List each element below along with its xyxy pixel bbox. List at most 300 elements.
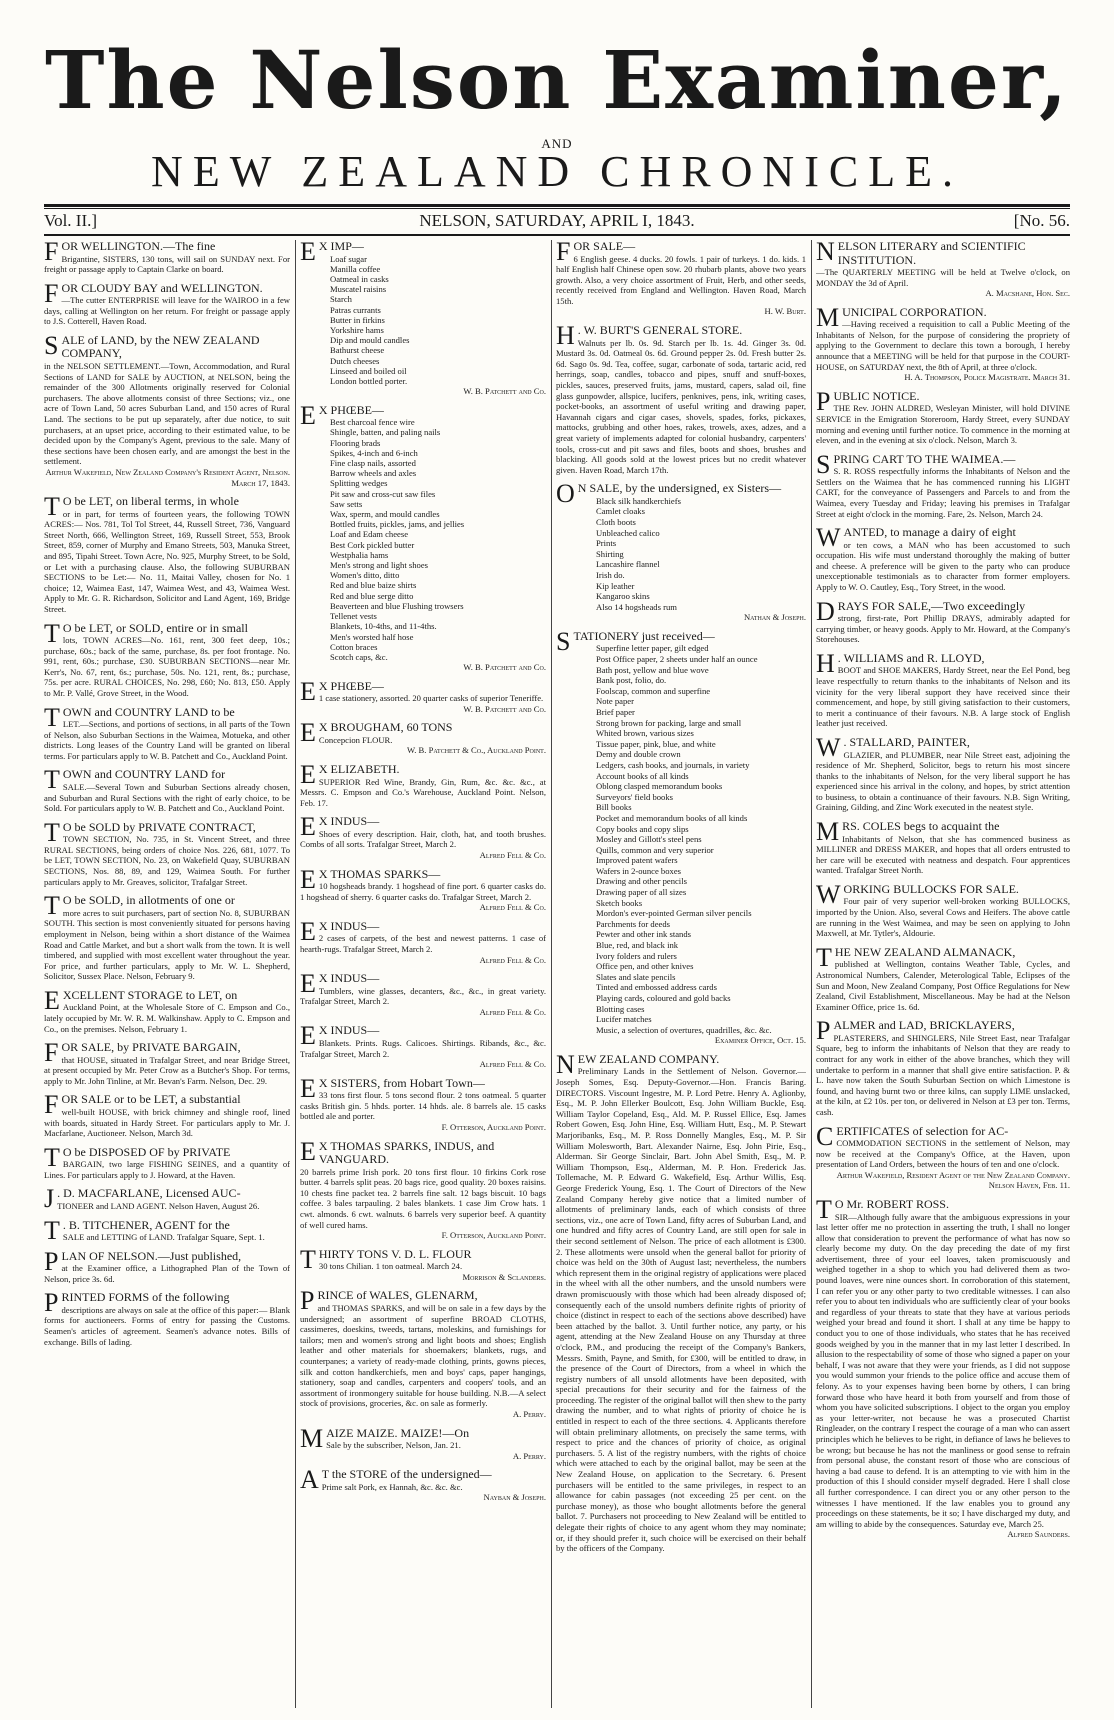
top-rule-thin	[44, 208, 1070, 209]
drop-capital: P	[44, 1246, 59, 1276]
advertiser-signature: W. B. Patchett and Co.	[463, 703, 546, 714]
drop-capital: E	[300, 916, 316, 946]
list-item: Office pen, and other knives	[596, 961, 694, 972]
list-item: Scotch caps, &c.	[330, 651, 388, 662]
list-item: Westphalia hams	[330, 549, 389, 560]
advertisement	[44, 1038, 290, 1086]
heading-text: N SALE, by the undersigned, ex Sisters—	[577, 481, 782, 496]
advertisement-body: SALE.—Several Town and Suburban Sections already chosen, and Suburban and Rural Sections with the right of early choice, to be Sold. For particulars apply to W. B. Patchett and Co., Auckland Point.	[44, 781, 290, 814]
advertisement-body: Auckland Point, at the Wholesale Store of C. Empson and Co., lately occupied by Mr. W. R. M. Walkinshaw. Apply to C. Empson and Co., on the premises. Nelson, February 1.	[44, 1002, 290, 1034]
advertiser-signature: Alfred Fell & Co.	[479, 902, 546, 913]
column-divider	[295, 240, 296, 1708]
list-item: Blotting cases	[596, 1003, 645, 1014]
advertiser-signature: Examiner Office, Oct. 15.	[714, 1035, 806, 1046]
issue-number: [No. 56.	[1013, 211, 1070, 230]
list-item: Ivory folders and rulers	[596, 950, 677, 961]
list-item: Also 14 hogsheads rum	[596, 601, 677, 612]
advertisement	[300, 1423, 546, 1462]
advertisement-body: strong, first-rate, Port Phillip DRAYS, admirably adapted for carrying timber, or heavy goods. Apply to Mr. Howard, at the Company's Storehouses.	[816, 613, 1070, 645]
advertisement-body: 10 hogsheads brandy. 1 hogshead of fine port. 6 quarter casks do. 1 hogshead of sherry. 6 quarter casks do. Trafalgar Street, March 2.	[300, 881, 546, 902]
advertiser-signature: A. Perry.	[512, 1450, 546, 1461]
advertiser-signature: Alfred Fell & Co.	[479, 954, 546, 965]
advertisement-body: —The cutter ENTERPRISE will leave for the WAIROO in a few days, calling at Wellington on her return. For freight or passage apply to J.S. Cotterell, Haven Road.	[44, 295, 290, 327]
advertisement-heading	[44, 1038, 290, 1068]
list-item: Drawing paper of all sizes	[596, 887, 687, 898]
advertisement-heading	[300, 1286, 546, 1316]
top-rule	[44, 204, 1070, 207]
advertisement-body: lots, TOWN ACRES—No. 161, rent, 300 feet deep, 10s.; purchase, 60s.; back of the same, purchase, 8s. per foot frontage. No. 991, rent, 60s.; purchase, £30. SUBURBAN SECTIONS—near Mr. Kerr's, No. 67, rent, 6s.; purchase, 50s. No. 121, rent, 8s.; purchase, 75s. per acre. RURAL CHOICES, No. 298, £60; No. 813, £50. Apply to Mr. P. Vallé, Grove Street, in the Wood.	[44, 635, 290, 698]
drop-capital: W	[816, 523, 841, 553]
heading-text: AIZE MAIZE. MAIZE!—On	[326, 1425, 470, 1440]
item-list	[556, 496, 806, 613]
advertisement-body: Tumblers, wine glasses, decanters, &c., &c., in great variety. Trafalgar Street, March 2.	[300, 985, 546, 1007]
advertisement	[556, 240, 806, 317]
heading-text: X THOMAS SPARKS—	[318, 866, 441, 881]
list-item: Oatmeal in casks	[330, 273, 389, 284]
advertisement-body: BARGAIN, two large FISHING SEINES, and a quantity of Lines. For particulars apply to J. Howard, at the Haven.	[44, 1159, 290, 1180]
advertisement	[816, 1121, 1070, 1191]
heading-text: HIRTY TONS V. D. L. FLOUR	[318, 1246, 472, 1261]
advertisement	[300, 916, 546, 965]
drop-capital: S	[816, 449, 831, 479]
column-3	[556, 240, 806, 1708]
advertisement-heading	[44, 1090, 290, 1120]
list-item: Pocket and memorandum books of all kinds	[596, 812, 748, 823]
advertisement-body: that HOUSE, situated in Trafalgar Street, and near Bridge Street, at present occupied by Mr. Peter Crow as a Butcher's Shop. For terms, apply to Mr. John Tinline, at Mr. Bevan's Farm. Nelson, Dec. 29.	[44, 1054, 290, 1086]
advertisement-body: BOOT and SHOE MAKERS, Hardy Street, near the Eel Pond, beg leave respectfully to return thanks to the inhabitants of Nelson and its vicinity for the very liberal support they have received since their commencement, and hope, by still giving satisfaction to their customers, to merit a continuance of their favours. N.B. A large stock of English leather just received.	[816, 665, 1070, 729]
advertisement-heading	[44, 702, 290, 732]
advertisement-body: SIR—Although fully aware that the ambiguous expressions in your last letter offer me no protection in asserting the truth, I shall no longer allow that consideration to prevent the performance of what has now so clearly become my duty. On the day preceding the date of my first advertisement, three of your eel loaves, taken promiscuously and weighed together in a shop to which you had delivered them as two-pound loaves, were nine ounces short. In corroboration of this statement, I can refer you or any other party to two creditable witnesses. I can also refer you to about ten individuals who are sufficiently clear of your books and regardless of your threats to state that they have at various periods weighed your bread and found it short. I shall at any time be happy to conduct you to one of those individuals, who states that he has received goods weighed by you in the manner that in my last letter I described. In allusion to the respectability of some of those who signed a paper on your behalf, I was not aware that they were your friends, as I did not suppose you would summon your friends to the police office and accuse them of felony. As to your expenses having been borne by others, I can bring forward those who have heard it both from yourself and from those of whom you have solicited subscriptions. I object to the organ you employ as your letter-writer, not because he was a prosecuted Chartist Ringleader, on the contrary I respect the courage of a man who can assert principles which he believes to be right, in defiance of laws he believes to be wrong; but because he has not the manliness or good sense to refrain from personal abuse, the constant resort of those who are conscious of having a bad cause to defend. It is an attempting to vie with him in the production of this I should consider myself degraded. Here I shall close all further correspondence. I can direct you or any other person to the witnesses I have mentioned. If the law enables you to ground any proceedings on these statements, be it so; I have discharged my duty, and am willing to abide by the consequences. Saturday eve, March 25.	[816, 1211, 1070, 1529]
volume-number: Vol. II.]	[44, 211, 98, 230]
heading-text: X THOMAS SPARKS, INDUS, and VANGUARD.	[318, 1138, 495, 1167]
advertisement	[44, 817, 290, 887]
advertisement	[816, 817, 1070, 876]
advertisement	[44, 985, 290, 1034]
list-item: Linseed and boiled oil	[330, 365, 407, 376]
advertisement	[44, 1184, 290, 1214]
list-item: Brief paper	[596, 706, 635, 717]
drop-capital: T	[816, 942, 832, 972]
heading-text: X BROUGHAM, 60 TONS	[318, 720, 453, 735]
list-item: Irish do.	[596, 569, 625, 580]
drop-capital: P	[816, 1016, 831, 1046]
list-item: Mosley and Gillott's steel pens	[596, 834, 702, 845]
advertisement-heading	[816, 817, 1070, 847]
list-item: Wafers in 2-ounce boxes	[596, 865, 681, 876]
drop-capital: E	[300, 1073, 316, 1103]
column-1	[44, 240, 290, 1708]
advertiser-signature: Nayban & Joseph.	[483, 1492, 546, 1503]
advertiser-signature: W. B. Patchett and Co.	[463, 662, 546, 673]
advertisement	[300, 1021, 546, 1070]
masthead	[0, 0, 1114, 200]
advertisement	[300, 1244, 546, 1283]
advertisement	[44, 1288, 290, 1347]
heading-text: . D. MACFARLANE, Licensed AUC-	[57, 1186, 241, 1201]
list-item: Playing cards, coloured and gold backs	[596, 993, 731, 1003]
advertisement-body: TOWN SECTION, No. 735, in St. Vincent Street, and three RURAL SECTIONS, being orders of choice Nos. 226, 681, 1077. To be LET, TOWN SECTION, No. 23, on Wakefield Quay, SUBURBAN SECTIONS, Nos. 88, 89, and 129, Waimea South. For further particulars apply to Mr. Greaves, solicitor, Trafalgar Street.	[44, 834, 290, 887]
advertisement-heading	[556, 1049, 806, 1079]
advertisement-heading	[816, 648, 1070, 678]
list-item: Beaverteen and blue Flushing trowsers	[330, 600, 464, 611]
advertisement	[816, 1195, 1070, 1540]
advertisement	[44, 330, 290, 488]
heading-text: OR CLOUDY BAY and WELLINGTON.	[61, 280, 263, 295]
heading-text: TATIONERY just received—	[573, 628, 715, 643]
drop-capital: T	[44, 1142, 60, 1172]
drop-capital: E	[300, 718, 316, 748]
advertisement-body: Prime salt Pork, ex Hannah, &c. &c. &c.	[321, 1481, 463, 1492]
list-item: Quills, common and very superior	[596, 844, 714, 855]
advertisement-body: —Having received a requisition to call a Public Meeting of the Inhabitants of Nelson, for the purpose of considering the propriety of applying to the Government to declare this town a borough, I hereby announce that a MEETING will be held for that purpose in the COURT-HOUSE, on SATURDAY next, the 8th of April, at three o'clock.	[816, 319, 1070, 372]
advertisement	[816, 648, 1070, 729]
advertisement-body: at the Examiner office, a Lithographed Plan of the Town of Nelson, price 3s. 6d.	[44, 1263, 290, 1284]
list-item: Drawing and other pencils	[596, 876, 687, 887]
heading-text: . STALLARD, PAINTER,	[843, 735, 970, 749]
advertiser-signature: W. B. Patchett and Co.	[463, 386, 546, 397]
advertisement-heading	[44, 492, 290, 522]
advertisement	[44, 765, 290, 814]
advertisement-body: 30 tons Chilian. 1 ton oatmeal. March 24.	[318, 1261, 463, 1272]
drop-capital: F	[44, 278, 59, 308]
advertisement	[300, 1286, 546, 1419]
drop-capital: E	[300, 1136, 316, 1166]
drop-capital: E	[300, 760, 316, 790]
drop-capital: E	[300, 812, 316, 842]
advertisement	[44, 1246, 290, 1285]
drop-capital: T	[44, 618, 60, 648]
advertisement-body: and THOMAS SPARKS, and will be on sale in a few days by the undersigned; an assortment of superfine BROAD CLOTHS, cassimeres, doeskins, tweeds, tartans, moleskins, and furnishings for tailors; men and women's strong and light boots and shoes; English leather and other materials for shoemakers; blankets, rugs, and counterpanes; a variety of ready-made clothing, prints, gowns pieces, silk and cotton handkerchiefs, men and boys' caps, paper hangings, stationery, soap and candles, carpenters and coopers' tools, and an assortment of ironmongery suitable for house building. N.B.—A select stock of provisions, groceries, &c. on sale as formerly.	[300, 1302, 546, 1409]
advertisement	[44, 618, 290, 699]
list-item: Bath post, yellow and blue wove	[596, 664, 709, 675]
advertisement-heading	[44, 891, 290, 921]
advertisement-body: GLAZIER, and PLUMBER, near Nile Street east, adjoining the residence of Mr. Shepherd, Solicitor, begs to return his most sincere thanks to the inhabitants of Nelson, for the very liberal support he has experienced since his arrival in the colony, and hopes, by strict attention to business, to obtain a continuance of their favours. N.B. Sign Writing, Graining, Gilding, and Zinc Work executed in the neatest style.	[816, 749, 1070, 813]
advertiser-signature: A. Macshane, Hon. Sec.	[985, 288, 1070, 299]
drop-capital: W	[816, 733, 841, 762]
advertisement-heading	[816, 1195, 1070, 1224]
list-item: Blankets, 10-4ths, and 11-4ths.	[330, 621, 437, 632]
drop-capital: T	[300, 1244, 316, 1274]
advertiser-signature: Alfred Fell & Co.	[479, 850, 546, 861]
heading-text: X IMP—	[318, 240, 364, 253]
list-item: Camlet cloaks	[596, 506, 645, 517]
advertisement-body: SALE and LETTING of LAND. Trafalgar Square, Sept. 1.	[62, 1232, 265, 1242]
advertisement	[44, 278, 290, 327]
heading-text: O be SOLD by PRIVATE CONTRACT,	[62, 819, 256, 834]
drop-capital: F	[556, 240, 571, 266]
advertisement-heading	[44, 330, 290, 361]
advertisement-heading	[300, 1073, 546, 1103]
advertisement-body: Concepcion FLOUR.	[318, 734, 393, 745]
list-item: London bottled porter.	[330, 375, 408, 386]
advertisement-body: —The QUARTERLY MEETING will be held at Twelve o'clock, on MONDAY the 3d of April.	[816, 267, 1070, 288]
heading-text: . W. BURT'S GENERAL STORE.	[577, 323, 743, 338]
advertisement	[300, 760, 546, 808]
advertisement-body: 1 case stationery, assorted. 20 quarter casks of superior Teneriffe.	[318, 693, 544, 704]
drop-capital: T	[44, 765, 60, 795]
drop-capital: P	[44, 1288, 59, 1318]
advertisement-body: Shoes of every description. Hair, cloth, hat, and tooth brushes. Combs of all sorts. Trafalgar Street, March 2.	[300, 828, 546, 850]
list-item: Dip and mould candles	[330, 335, 410, 346]
heading-text: ELSON LITERARY and SCIENTIFIC INSTITUTION.	[837, 240, 1026, 267]
heading-text: OR SALE—	[573, 240, 636, 253]
list-item: Muscatel raisins	[330, 284, 387, 295]
drop-capital: E	[300, 240, 316, 266]
drop-capital: T	[44, 817, 60, 847]
list-item: Tinted and embossed address cards	[596, 982, 717, 993]
list-item: Shirting	[596, 548, 624, 559]
drop-capital: E	[300, 969, 316, 999]
list-item: Blue, red, and black ink	[596, 940, 679, 951]
advertisement	[816, 596, 1070, 645]
list-item: Kangaroo skins	[596, 591, 650, 602]
list-item: Superfine letter paper, gilt edged	[596, 643, 709, 654]
drop-capital: E	[44, 985, 60, 1015]
drop-capital: W	[816, 879, 841, 909]
advertisement-heading	[556, 240, 806, 266]
advertisement	[300, 1465, 546, 1503]
list-item: Account books of all kinds	[596, 770, 689, 781]
heading-text: ERTIFICATES of selection for AC-	[836, 1123, 1009, 1138]
heading-text: X SISTERS, from Hobart Town—	[318, 1075, 485, 1090]
advertiser-signature: W. B. Patchett & Co., Auckland Point.	[406, 745, 546, 756]
advertisement-body: in the NELSON SETTLEMENT.—Town, Accommodation, and Rural Sections of LAND for SALE by AUCTION, at NELSON, being the remainder of the 300 Allotments originally reserved for Colonial purchasers. The above allotments consist of three Sections; viz., one acre of Town Land, 50 acres Suburban Land, and 150 acres of Rural Land. The sections to be put up separately, after due notice, to suit purchasers, at an upset price, according to their estimated value, to be decided upon by the Company's Agent, previous to the sale. Many of these sections have been chosen early, and are amongst the best in the settlement.	[44, 360, 290, 467]
drop-capital: T	[44, 1215, 60, 1245]
heading-text: X INDUS—	[318, 1023, 380, 1038]
advertisement-body: Walnuts per lb. 0s. 9d. Starch per lb. 1s. 4d. Ginger 3s. 0d. Mustard 3s. 0d. Oatmeal 0s. 6d. Ground pepper 2s. 0d. Fresh butter 2s. 6d. Sago 0s. 9d. Tea, coffee, sugar, carbonate of soda, tartaric acid, red herrings, soap, candles, tobacco and pipes, snuff and snuff-boxes, pickles, sauces, preserved fruits, jams, mustard, capers, salad oil, fine glass gunpowder, allspice, lucifers, penknives, pens, ink, writing cases, pocket-books, an assortment of useful writing and drawing paper, Havannah cigars and cigar cases, shovels, spades, forks, pickaxes, mattocks, grubbing and other hoes, rakes, trowels, axes, adzes, and a great variety of implements adapted for colonial husbandry, carpenters' tools, cross-cut and pit saws and files, boots and shoes, brushes and blacking. All goods sold at the lowest prices but no credit whatever given. Haven Road, March 17th.	[556, 337, 806, 475]
list-item: Bottled fruits, pickles, jams, and jellies	[330, 519, 465, 530]
drop-capital: M	[816, 817, 840, 847]
list-item: Lancashire flannel	[596, 559, 660, 570]
advertisement	[44, 1090, 290, 1139]
advertiser-signature: Nathan & Joseph.	[743, 612, 806, 623]
heading-text: O be SOLD, in allotments of one or	[62, 893, 235, 908]
advertisement-body: LET.—Sections, and portions of sections, in all parts of the Town of Nelson, also Suburban Sections in the Waimea, Motueka, and other districts. Long leases of the Country Land will be granted on liberal terms. For particulars apply to W. B. Patchett and Co., Auckland Point.	[44, 719, 290, 761]
list-item: Patras currants	[330, 304, 381, 315]
drop-capital: J	[44, 1184, 55, 1214]
advertisement-heading	[816, 733, 1070, 762]
column-4	[816, 240, 1070, 1708]
advertisement-body: S. R. ROSS respectfully informs the Inhabitants of Nelson and the Settlers on the Waimea that he has commenced running his LIGHT CART, for the conveyance of Passengers and Parcels to and from the Waimea, every Tuesday and Friday; leaving his premises in Trafalgar Street at eight o'clock in the morning. Fare, 2s. Nelson, March 24.	[816, 466, 1070, 519]
item-list	[300, 417, 546, 662]
advertisement-body: Brigantine, SISTERS, 130 tons, will sail on SUNDAY next. For freight or passage apply to Captain Clarke on board.	[44, 253, 290, 275]
list-item: Cotton braces	[330, 641, 378, 652]
title-and: AND	[541, 136, 573, 151]
heading-text: ALMER and LAD, BRICKLAYERS,	[833, 1018, 1015, 1033]
drop-capital: T	[44, 891, 60, 921]
advertisement-body: Four pair of very superior well-broken working BULLOCKS, imported by the Union. Also, several Cows and Heifers. The above cattle are running in the West Waimea, and may be seen on applying to John Maxwell, at Mr. Tytler's, Aldourie.	[816, 896, 1070, 939]
list-item: Surveyors' field books	[596, 791, 673, 802]
list-item: Dutch cheeses	[330, 355, 380, 366]
drop-capital: T	[44, 702, 60, 732]
item-list	[556, 643, 806, 1035]
list-item: Parchments for deeds	[596, 918, 670, 929]
list-item: Lucifer matches	[596, 1014, 652, 1025]
advertisement	[300, 240, 546, 397]
advertisement	[556, 626, 806, 1046]
advertisement-heading	[44, 817, 290, 847]
drop-capital: E	[300, 400, 316, 430]
advertisement	[816, 240, 1070, 299]
list-item: Strong brown for packing, large and small	[596, 717, 742, 728]
advertisement	[300, 400, 546, 673]
advertisement	[300, 676, 546, 715]
list-item: Foolscap, common and superfine	[596, 685, 711, 696]
advertisement-body: well-built HOUSE, with brick chimney and shingle roof, lined with boards, situated in Hardy Street. For particulars apply to Mr. J. Macfarlane, Auctioneer. Nelson, March 3d.	[44, 1106, 290, 1139]
drop-capital: T	[44, 492, 60, 522]
advertisement-body: TIONEER and LAND AGENT. Nelson Haven, August 26.	[57, 1200, 260, 1211]
heading-text: . WILLIAMS and R. LLOYD,	[837, 650, 985, 665]
heading-text: . B. TITCHENER, AGENT for the	[62, 1217, 230, 1232]
heading-text: EW ZEALAND COMPANY.	[577, 1051, 720, 1066]
drop-capital: S	[556, 626, 571, 656]
item-list	[300, 254, 546, 387]
list-item: Tellenet vests	[330, 611, 377, 622]
heading-text: T the STORE of the undersigned—	[321, 1467, 492, 1482]
drop-capital: N	[816, 240, 835, 266]
list-item: Women's ditto, ditto	[330, 570, 400, 581]
drop-capital: C	[816, 1121, 834, 1151]
list-item: Slates and slate pencils	[596, 971, 676, 982]
list-item: Tissue paper, pink, blue, and white	[596, 738, 716, 749]
advertiser-signature: Alfred Fell & Co.	[479, 1006, 546, 1017]
list-item: Kip leather	[596, 580, 635, 591]
list-item: Flooring brads	[330, 437, 381, 448]
list-item: Prints	[596, 538, 617, 549]
advertisement	[816, 1016, 1070, 1117]
list-item: Demy and double crown	[596, 749, 681, 760]
advertisement-heading	[44, 985, 290, 1015]
advertisement	[816, 386, 1070, 446]
advertisement-heading	[44, 1288, 290, 1318]
list-item: Wax, sperm, and mould candles	[330, 509, 440, 520]
column-divider	[551, 240, 552, 1708]
drop-capital: M	[300, 1423, 324, 1453]
list-item: Manilla coffee	[330, 263, 381, 274]
drop-capital: P	[300, 1286, 315, 1316]
advertisement-body: Sale by the subscriber, Nelson, Jan. 21.	[326, 1440, 461, 1451]
newspaper-title: The Nelson Examiner,	[44, 33, 1070, 127]
heading-text: ANTED, to manage a dairy of eight	[843, 525, 1016, 540]
advertisement	[556, 1049, 806, 1554]
list-item: Whited brown, various sizes	[596, 728, 694, 739]
advertisement	[44, 1215, 290, 1245]
list-item: Loaf sugar	[330, 253, 367, 264]
drop-capital: F	[44, 1038, 59, 1068]
issue-date: NELSON, SATURDAY, APRIL I, 1843.	[419, 211, 695, 230]
heading-text: X INDUS—	[318, 971, 380, 986]
advertisement-heading	[816, 1016, 1070, 1046]
list-item: Cloth boots	[596, 516, 636, 527]
dateline	[44, 211, 1070, 233]
heading-text: OR WELLINGTON.—The fine	[61, 240, 216, 253]
list-item: Best Cork pickled butter	[330, 539, 415, 550]
advertisement	[300, 718, 546, 756]
advertiser-signature: A. Perry.	[512, 1408, 546, 1419]
drop-capital: E	[300, 676, 316, 706]
advertiser-signature: Alfred Saunders.	[1007, 1529, 1070, 1540]
advertiser-signature: H. W. Burt.	[764, 306, 806, 317]
drop-capital: P	[816, 386, 831, 416]
advertisement-body: more acres to suit purchasers, part of section No. 8, SUBURBAN SOUTH. This section is most conveniently situated for persons having employment in Nelson, being within a short distance of the Waimea Road and Cattle Market, and but a short walk from the town. It is well timbered, and supplied with most excellent water throughout the year. For price, and further particulars, apply to Mr. W. L. Shepherd, Solicitor, Sussex Place. Nelson, February 9.	[44, 907, 290, 982]
advertisement-body: descriptions are always on sale at the office of this paper:— Blank forms for auctioneers. Forms of entry for passing the Customs. Seamen's articles of agreement. Seamen's advance notes. Bills of exchange. Bills of lading.	[44, 1304, 290, 1347]
heading-text: OWN and COUNTRY LAND for	[62, 767, 226, 782]
drop-capital: S	[44, 330, 59, 360]
list-item: Red and blue serge ditto	[330, 590, 414, 601]
advertisement-heading	[816, 1121, 1070, 1151]
advertisement-body: 33 tons first flour. 5 tons second flour. 2 tons oatmeal. 5 quarter casks British gin. 5 hhds. porter. 14 hhds. ale. 8 barrels ale. 15 casks bottled ale and porter.	[300, 1090, 546, 1122]
heading-text: LAN OF NELSON.—Just published,	[61, 1248, 242, 1263]
column-divider	[811, 240, 812, 1708]
advertisement-body: PLASTERERS, and SHINGLERS, Nile Street East, near Trafalgar Square, beg to inform the inhabitants of Nelson that they are ready to contract for any work in either of the above branches, which they will undertake to perform in a manner that shall give entire satisfaction. P. & L. have now taken the South Suburban Section on which Limestone is found, and having burnt two or three kilns, can supply LIME unslacked, at the kiln, at £2 10s. per ton, or delivered in Nelson at £3 per ton. Terms, cash.	[816, 1032, 1070, 1117]
heading-text: RS. COLES begs to acquaint the	[842, 819, 1000, 834]
drop-capital: M	[816, 302, 840, 332]
advertisement-heading	[44, 618, 290, 648]
advertisement-body: THE Rev. JOHN ALDRED, Wesleyan Minister, will hold DIVINE SERVICE in the Emigration Storeroom, Hardy Street, every SUNDAY morning and evening until further notice. To commence in the morning at eleven, and in the evening at six o'clock. Nelson, March 3.	[816, 403, 1070, 446]
list-item: Starch	[330, 294, 352, 305]
advertisement-heading	[556, 321, 806, 351]
advertisement-heading	[816, 240, 1070, 267]
advertisement	[300, 1136, 546, 1241]
advertiser-signature: F. Otterson, Auckland Point.	[441, 1230, 546, 1241]
heading-text: XCELLENT STORAGE to LET, on	[62, 987, 238, 1002]
advertiser-signature: Morrison & Sclanders.	[462, 1271, 546, 1282]
list-item: Note paper	[596, 696, 634, 707]
advertisement	[556, 479, 806, 623]
advertisement	[300, 812, 546, 861]
drop-capital: H	[816, 648, 835, 678]
list-item: Post Office paper, 2 sheets under half an ounce	[596, 654, 758, 664]
heading-text: ALE of LAND, by the NEW ZEALAND COMPANY,	[61, 332, 260, 361]
column-2	[300, 240, 546, 1708]
advertisement-heading	[44, 765, 290, 795]
advertisement	[44, 492, 290, 614]
list-item: Mordon's ever-pointed German silver pencils	[596, 908, 752, 919]
heading-text: OR SALE or to be LET, a substantial	[61, 1092, 241, 1107]
drop-capital: F	[44, 240, 59, 266]
list-item: Yorkshire hams	[330, 324, 384, 335]
advertisement-heading	[816, 523, 1070, 553]
drop-capital: D	[816, 596, 835, 626]
list-item: Splitting wedges	[330, 478, 388, 489]
drop-capital: N	[556, 1049, 575, 1079]
heading-text: O be DISPOSED OF by PRIVATE	[62, 1144, 231, 1159]
list-item: Red and blue baize shirts	[330, 580, 417, 591]
list-item: Barrow wheels and axles	[330, 468, 417, 479]
drop-capital: T	[816, 1195, 832, 1224]
advertiser-signature: Arthur Wakefield, Resident Agent of the New Zealand Company. Nelson Haven, Feb. 11.	[836, 1169, 1070, 1191]
advertiser-signature: F. Otterson, Auckland Point.	[441, 1122, 546, 1133]
advertisement	[300, 1073, 546, 1133]
advertisement	[300, 969, 546, 1017]
newspaper-subtitle: NEW ZEALAND CHRONICLE.	[151, 147, 963, 196]
advertisement-body: Inhabitants of Nelson, that she has commenced business as MILLINER and DRESS MAKER, and hopes that all orders entrusted to her care will be executed with neatness and despatch. Four apprentices wanted. Trafalgar Street North.	[816, 833, 1070, 876]
list-item: Shingle, batten, and paling nails	[330, 427, 441, 438]
advertisement	[44, 891, 290, 982]
heading-text: HE NEW ZEALAND ALMANACK,	[834, 944, 1016, 959]
advertisement-heading	[816, 302, 1070, 332]
heading-text: UBLIC NOTICE.	[833, 388, 920, 403]
list-item: Sketch books	[596, 897, 643, 908]
heading-text: OR SALE, by PRIVATE BARGAIN,	[61, 1040, 241, 1055]
drop-capital: H	[556, 321, 575, 351]
advertisement	[44, 240, 290, 275]
list-item: Saw setts	[330, 498, 363, 509]
drop-capital: E	[300, 1021, 316, 1051]
advertisement-heading	[816, 879, 1070, 909]
list-item: Black silk handkerchiefs	[596, 495, 681, 506]
drop-capital: F	[44, 1090, 59, 1120]
